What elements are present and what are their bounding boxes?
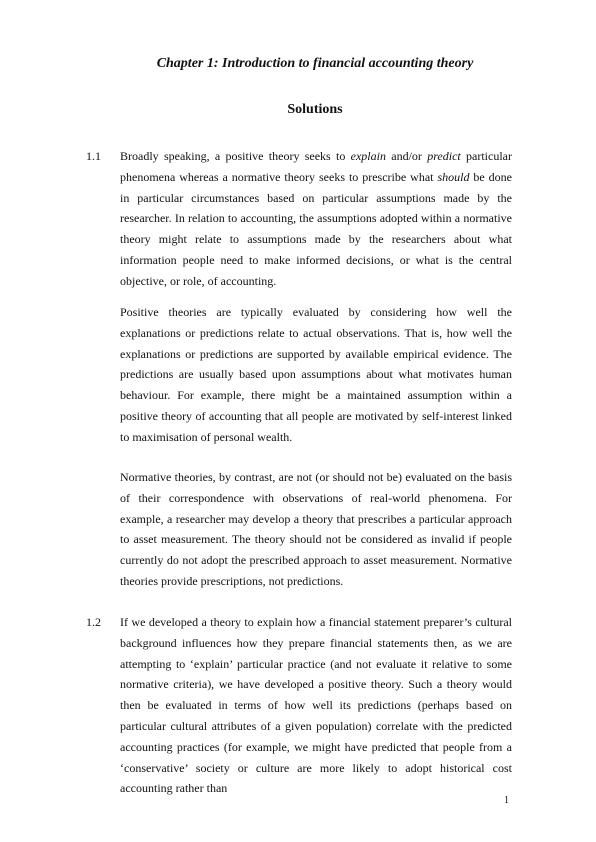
answer-1-1-paragraph-2: Positive theories are typically evaluated by considering how well the explanations or predictions relate to actual observations. That is, how well the explanations or predictions are supported by available empirical evidence. The predictions are usually based upon assumptions about what motivates human behaviour. For example, there might be a maintained assumption within a positive theory of accounting that all people are motivated by self-interest linked to maximisation of personal wealth. [120, 305, 512, 444]
emphasis-predict: predict [427, 149, 461, 163]
answer-1-1-paragraph-3: Normative theories, by contrast, are not (or should not be) evaluated on the basis of their correspondence with observations of real-world phenomena. For example, a researcher may develop a theory that prescribes a particular approach to asset measurement. The theory should not be considered as invalid if people currently do not adopt the prescribed approach to asset measurement. Normative theories provide prescriptions, not predictions. [120, 470, 512, 588]
emphasis-explain: explain [350, 149, 386, 163]
text-segment: be done in particular circumstances based on particular assumptions made by the researcher. In relation to accounting, the assumptions adopted within a normative theory might relate to assumptions made by the researchers about what information people need to make informed decisions, or what is the central objective, or role, of accounting. [120, 169, 513, 288]
answer-1-2-paragraph-1: If we developed a theory to explain how a financial statement preparer’s cultural background influences how they prepare financial statements then, as we are attempting to ‘explain’ particular practice (and not evaluate it relative to some normative criteria), we have developed a positive theory. Such a theory would then be evaluated in terms of how well its predictions (perhaps based on particular cultural attributes of a given population) correlate with the predicted accounting practices (for example, we might have predicted that people from a ‘conservative’ society or culture are more likely to adopt historical cost accounting rather than [120, 615, 512, 796]
text-segment: Broadly speaking, a positive theory seeks to [120, 149, 351, 163]
text-segment: and/or [385, 149, 428, 163]
answer-1-1-paragraph-1 [120, 146, 512, 292]
question-number-1-1: 1.1 [86, 149, 101, 163]
page-number: 1 [504, 795, 509, 806]
text-segment: particular phenomena whereas a normative theory seeks to prescribe what [120, 149, 512, 184]
chapter-title: Chapter 1: Introduction to financial accounting theory [156, 56, 474, 71]
question-number-1-2: 1.2 [86, 615, 101, 629]
emphasis-should: should [437, 169, 470, 184]
solutions-heading: Solutions [287, 102, 343, 117]
